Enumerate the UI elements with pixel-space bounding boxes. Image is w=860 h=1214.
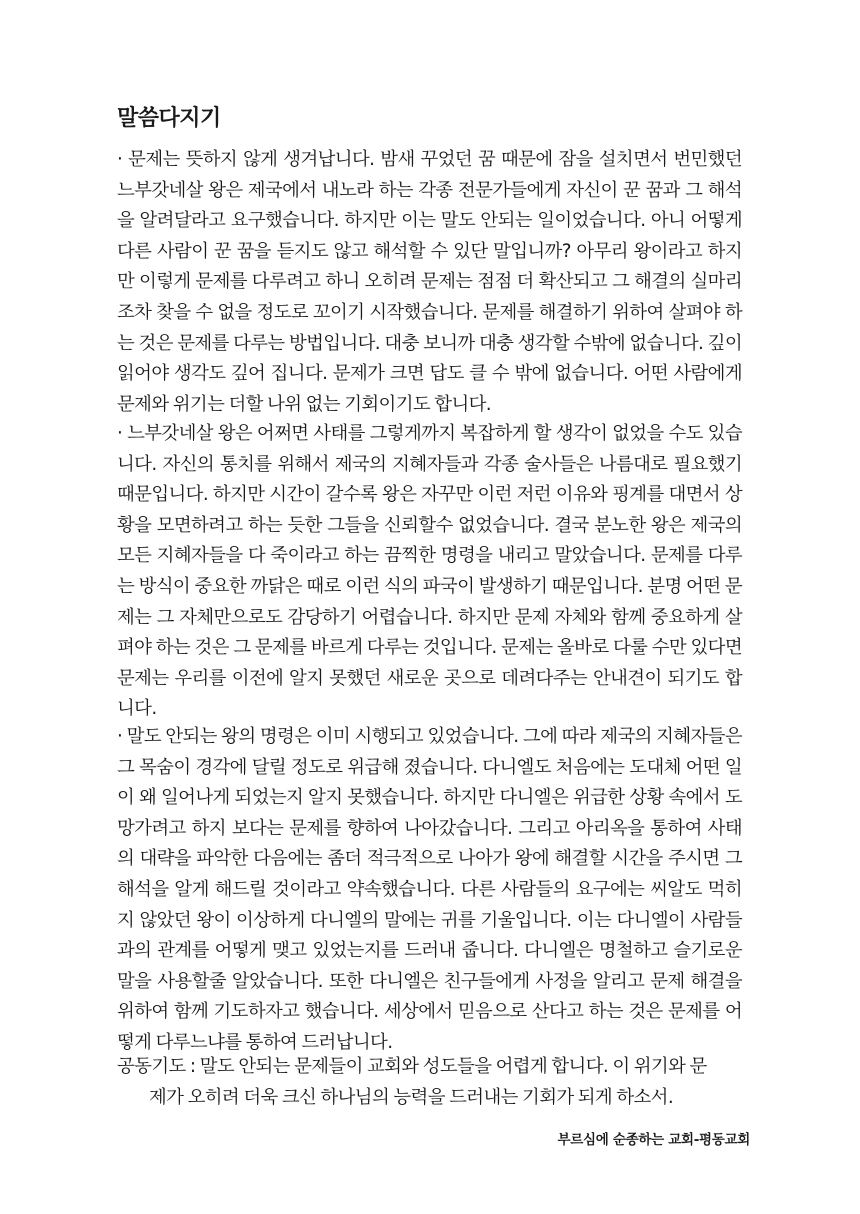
prayer-line-1: 공동기도 : 말도 안되는 문제들이 교회와 성도들을 어렵게 합니다. 이 위기와 문 bbox=[117, 1056, 707, 1077]
paragraph-2: · 느부갓네살 왕은 어쩌면 사태를 그렇게까지 복잡하게 할 생각이 없었을 수도 있습니다. 자신의 통치를 위해서 제국의 지혜자들과 각종 술사들은 나름대로 필요했기 때문입니다. 하지만 시간이 갈수록 왕은 자꾸만 이런 저런 이유와 핑계를 대면서 상황을 모면하려고 하는 듯한 그들을 신뢰할수 없었습니다. 결국 분노한 왕은 제국의 모든 지혜자들을 다 죽이라고 하는 끔찍한 명령을 내리고 말았습니다. 문제를 다루는 방식이 중요한 까닭은 때로 이런 식의 파국이 발생하기 때문입니다. 분명 어떤 문제는 그 자체만으로도 감당하기 어렵습니다. 하지만 문제 자체와 함께 중요하게 살펴야 하는 것은 그 문제를 바르게 다루는 것입니다. 문제는 올바로 다룰 수만 있다면 문제는 우리를 이전에 알지 못했던 새로운 곳으로 데려다주는 안내견이 되기도 합니다. bbox=[117, 423, 742, 720]
page-title: 말씀다지기 bbox=[117, 106, 221, 131]
paragraph-1: · 문제는 뜻하지 않게 생겨납니다. 밤새 꾸었던 꿈 때문에 잠을 설치면서 번민했던 느부갓네살 왕은 제국에서 내노라 하는 각종 전문가들에게 자신이 꾼 꿈과 그 해석을 알려달라고 요구했습니다. 하지만 이는 말도 안되는 일이었습니다. 아니 어떻게 다른 사람이 꾼 꿈을 듣지도 않고 해석할 수 있단 말입니까? 아무리 왕이라고 하지만 이렇게 문제를 다루려고 하니 오히려 문제는 점점 더 확산되고 그 해결의 실마리조차 찾을 수 없을 정도로 꼬이기 시작했습니다. 문제를 해결하기 위하여 살펴야 하는 것은 문제를 다루는 방법입니다. 대충 보니까 대충 생각할 수밖에 없습니다. 깊이 읽어야 생각도 깊어 집니다. 문제가 크면 답도 클 수 밖에 없습니다. 어떤 사람에게 문제와 위기는 더할 나위 없는 기회이기도 합니다. bbox=[117, 149, 742, 415]
prayer-line-2: 제가 오히려 더욱 크신 하나님의 능력을 드러내는 기회가 되게 하소서. bbox=[149, 1086, 674, 1108]
church-footer: 부르심에 순종하는 교회-평동교회 bbox=[557, 1132, 750, 1148]
common-prayer bbox=[117, 1052, 742, 1113]
paragraph-3: · 말도 안되는 왕의 명령은 이미 시행되고 있었습니다. 그에 따라 제국의 지혜자들은 그 목숨이 경각에 달릴 정도로 위급해 졌습니다. 다니엘도 처음에는 도대체 어떤 일이 왜 일어나게 되었는지 알지 못했습니다. 하지만 다니엘은 위급한 상황 속에서 도망가려고 하지 보다는 문제를 향하여 나아갔습니다. 그리고 아리옥을 통하여 사태의 대략을 파악한 다음에는 좀더 적극적으로 나아가 왕에 해결할 시간을 주시면 그 해석을 알게 해드릴 것이라고 약속했습니다. 다른 사람들의 요구에는 씨알도 먹히지 않았던 왕이 이상하게 다니엘의 말에는 귀를 기울입니다. 이는 다니엘이 사람들과의 관계를 어떻게 맺고 있었는지를 드러내 줍니다. 다니엘은 명철하고 슬기로운 말을 사용할줄 알았습니다. 또한 다니엘은 친구들에게 사정을 알리고 문제 해결을 위하여 함께 기도하자고 했습니다. 세상에서 믿음으로 산다고 하는 것은 문제를 어떻게 다루느냐를 통하여 드러납니다. bbox=[117, 726, 742, 1053]
